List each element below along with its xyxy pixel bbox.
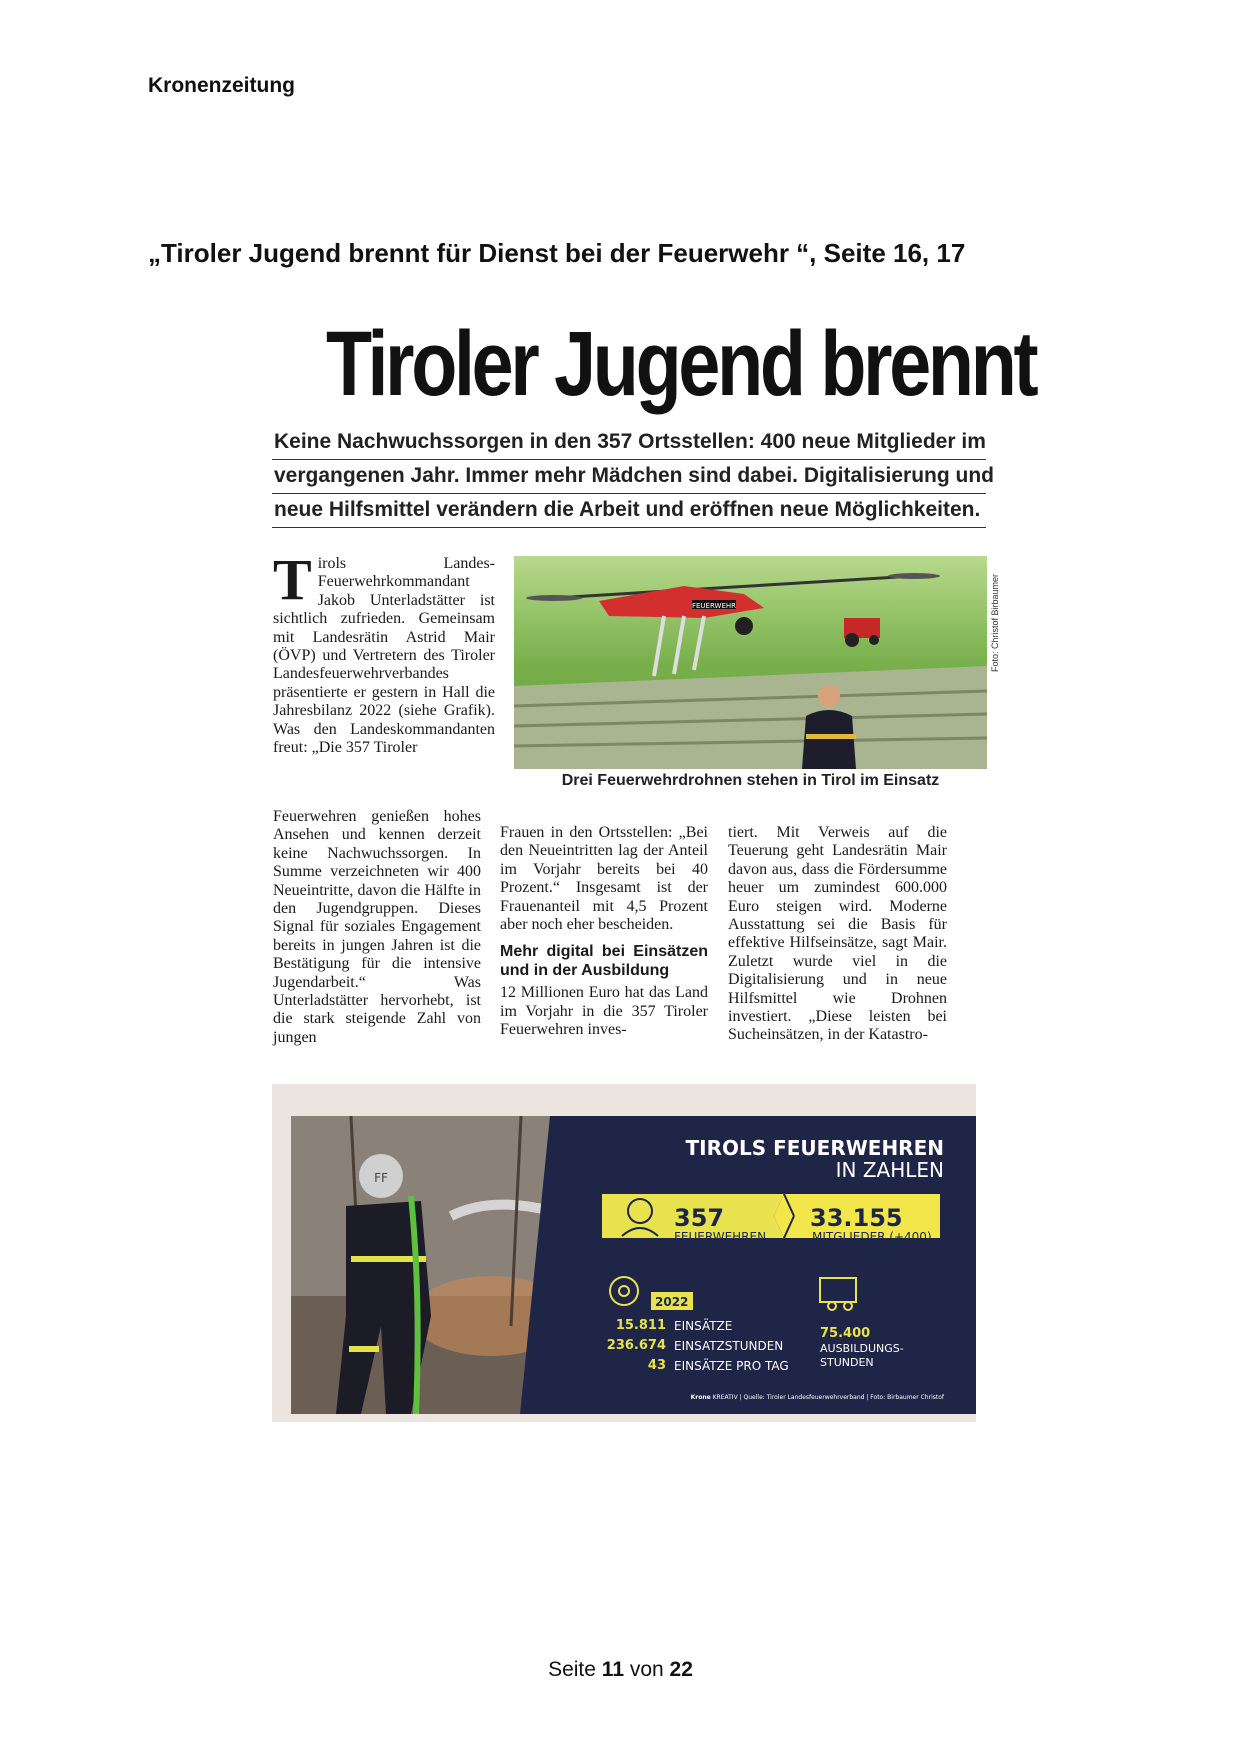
source-credit: KREATIV | Quelle: Tiroler Landesfeuerwehrverband | Foto: Birbaumer Christof (712, 1394, 944, 1401)
stat-feuerwehren-label: FEUERWEHREN (674, 1230, 767, 1244)
footer-prefix: Seite (548, 1658, 596, 1681)
column-text: tiert. Mit Verweis auf die Teuerung geht Landesrätin Mair davon aus, dass die Fördersumme heuer um zumindest 600.000 Euro steigen wird. Moderne Ausstattung sei die Basis für effektive Hilfseinsätze, sagt Mair. Zuletzt wurde viel in die Digitalisierung und in neue Hilfsmittel wie Drohnen investiert. „Diese leisten bei Sucheinsätzen, in der Katastro- (728, 824, 947, 1044)
stat-feuerwehren-value: 357 (674, 1204, 725, 1232)
article-column-1 (273, 808, 481, 1047)
page-footer (0, 1658, 1241, 1682)
column-text: Frauen in den Ortsstellen: „Bei den Neueintritten lag der Anteil im Vorjahr bereits bei 40 Prozent.“ Insgesamt ist der Frauenanteil mit 4,5 Prozent aber noch eher bescheiden. (500, 824, 708, 934)
stat-mitglieder-value: 33.155 (810, 1204, 903, 1232)
article-lead (272, 426, 994, 528)
lead-line: vergangenen Jahr. Immer mehr Mädchen sind dabei. Digitalisierung und (272, 460, 986, 494)
photo-caption: Drei Feuerwehrdrohnen stehen in Tirol im Einsatz (561, 772, 940, 789)
column-text: 12 Millionen Euro hat das Land im Vorjahr in die 357 Tiroler Feuerwehren inves- (500, 984, 708, 1039)
ausbildung-value: 75.400 (820, 1326, 871, 1341)
column-text: Feuerwehren genießen hohes Ansehen und kennen derzeit keine Nachwuchssorgen. In Summe verzeichneten wir 400 Neueintritte, davon die Hälfte in den Jugendgruppen. Dieses Signal für soziales Engagement bereits in jungen Jahren ist die Bestätigung für die intensive Jugendarbeit.“ Was Unterladstätter hervorhebt, ist die stark steigende Zahl von jungen (273, 808, 481, 1046)
article-subhead: Mehr digital bei Einsätzen und in der Ausbildung (500, 943, 708, 980)
current-page: 11 (601, 1658, 624, 1681)
krone-brand: Krone (690, 1394, 711, 1401)
source-name: Kronenzeitung (148, 74, 295, 97)
infographic-panel (520, 1116, 976, 1414)
drone-photo (514, 556, 987, 769)
einsatzstunden-value: 236.674 (606, 1338, 666, 1353)
helmet-text: FF (374, 1171, 388, 1185)
article-column-3 (728, 824, 947, 1045)
einsaetze-pro-tag-value: 43 (647, 1358, 666, 1373)
infographic-footer (691, 1394, 944, 1401)
article-column-1-top (273, 547, 495, 757)
page-heading: „Tiroler Jugend brennt für Dienst bei der Feuerwehr “, Seite 16, 17 (148, 238, 966, 268)
article-headline: Tiroler Jugend brennt (326, 313, 1036, 415)
einsatzstunden-label: EINSATZSTUNDEN (674, 1339, 784, 1353)
photo-credit: Foto: Christof Birbaumer (990, 573, 1000, 672)
drop-cap: T (273, 547, 312, 612)
ausbildung-label: STUNDEN (820, 1356, 874, 1369)
lead-line: neue Hilfsmittel verändern die Arbeit und eröffnen neue Möglichkeiten. (272, 494, 986, 528)
column-text: irols Landes-Feuerwehrkommandant Jakob Unterladstätter ist sichtlich zufrieden. Gemeinsam mit Landesrätin Astrid Mair (ÖVP) und Vertretern des Tiroler Landesfeuerwehrverbandes präsentierte er gestern in Hall die Jahresbilanz 2022 (siehe Grafik). Was den Landeskommandanten freut: „Die 357 Tiroler (273, 555, 495, 757)
drone-label: FEUERWEHR (691, 602, 737, 610)
total-pages: 22 (669, 1658, 693, 1681)
article-column-2 (500, 824, 708, 1040)
lead-line: Keine Nachwuchssorgen in den 357 Ortsstellen: 400 neue Mitglieder im (272, 426, 986, 460)
einsaetze-value: 15.811 (615, 1318, 666, 1333)
einsaetze-label: EINSÄTZE (674, 1319, 733, 1333)
infographic-title: TIROLS FEUERWEHREN (685, 1136, 944, 1160)
stat-mitglieder-label: MITGLIEDER (+400) (812, 1230, 932, 1244)
infographic-subtitle: IN ZAHLEN (835, 1158, 944, 1182)
year-badge: 2022 (655, 1295, 689, 1309)
infographic-photo (291, 1116, 551, 1414)
ausbildung-label: AUSBILDUNGS- (820, 1342, 904, 1355)
einsaetze-pro-tag-label: EINSÄTZE PRO TAG (674, 1359, 789, 1373)
footer-middle: von (629, 1658, 664, 1681)
